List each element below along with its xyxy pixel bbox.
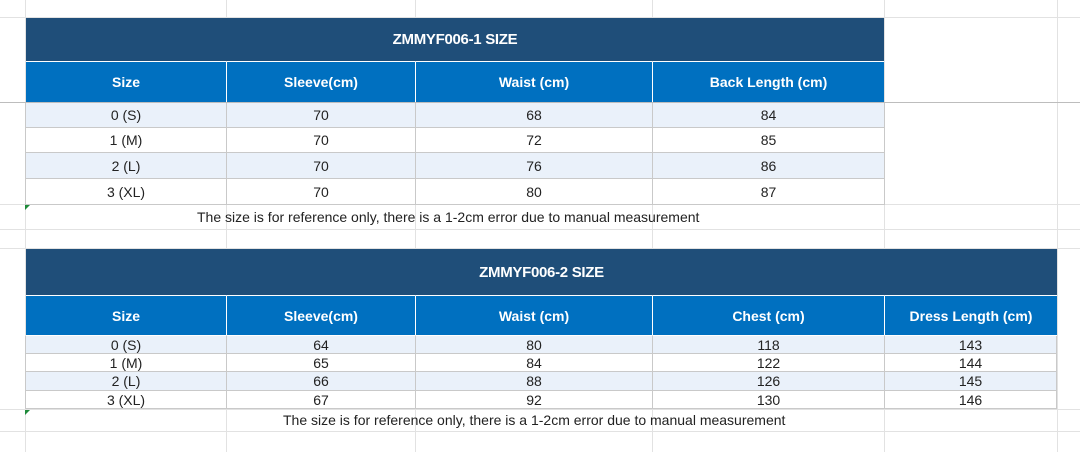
table-cell: 65 <box>227 354 416 372</box>
table-2-header-dress-length: Dress Length (cm) <box>885 296 1057 335</box>
table-2-header-chest: Chest (cm) <box>653 296 885 335</box>
table-cell: 84 <box>416 354 653 372</box>
table-cell: 145 <box>885 372 1057 391</box>
table-cell: 72 <box>416 128 653 153</box>
table-cell: 64 <box>227 336 416 354</box>
table-2-title: ZMMYF006-2 SIZE <box>26 249 1057 295</box>
table-2-header-size: Size <box>26 296 227 335</box>
table-1-title: ZMMYF006-1 SIZE <box>26 18 884 61</box>
table-cell: 146 <box>885 391 1057 409</box>
table-cell: 126 <box>653 372 885 391</box>
table-cell: 67 <box>227 391 416 409</box>
table-cell: 80 <box>416 336 653 354</box>
table-row: 3 (XL) <box>25 179 227 205</box>
table-cell: 85 <box>653 128 885 153</box>
table-2-header-waist: Waist (cm) <box>416 296 653 335</box>
cell-comment-marker-icon <box>25 205 30 210</box>
table-cell: 84 <box>653 103 885 128</box>
table-cell: 88 <box>416 372 653 391</box>
table-row: 0 (S) <box>25 336 227 354</box>
table-cell: 130 <box>653 391 885 409</box>
table-row: 1 (M) <box>25 354 227 372</box>
table-row: 1 (M) <box>25 128 227 153</box>
table-cell: 144 <box>885 354 1057 372</box>
table-row: 3 (XL) <box>25 391 227 409</box>
table-cell: 76 <box>416 153 653 179</box>
table-cell: 70 <box>227 179 416 205</box>
table-2-note: The size is for reference only, there is a 1-2cm error due to manual measurement <box>283 412 786 428</box>
table-1-note: The size is for reference only, there is a 1-2cm error due to manual measurement <box>197 209 700 225</box>
table-cell: 122 <box>653 354 885 372</box>
table-cell: 86 <box>653 153 885 179</box>
table-1-header-size: Size <box>26 62 227 102</box>
table-cell: 143 <box>885 336 1057 354</box>
table-1-header-waist: Waist (cm) <box>416 62 653 102</box>
table-cell: 118 <box>653 336 885 354</box>
cell-comment-marker-icon <box>25 410 30 415</box>
table-1-header-sleeve: Sleeve(cm) <box>227 62 416 102</box>
table-cell: 87 <box>653 179 885 205</box>
table-cell: 66 <box>227 372 416 391</box>
table-cell: 70 <box>227 103 416 128</box>
table-cell: 70 <box>227 153 416 179</box>
table-cell: 70 <box>227 128 416 153</box>
table-cell: 92 <box>416 391 653 409</box>
table-row: 0 (S) <box>25 103 227 128</box>
table-row: 2 (L) <box>25 153 227 179</box>
table-2-header-sleeve: Sleeve(cm) <box>227 296 416 335</box>
table-cell: 68 <box>416 103 653 128</box>
table-1-header-back-length: Back Length (cm) <box>653 62 884 102</box>
table-cell: 80 <box>416 179 653 205</box>
table-row: 2 (L) <box>25 372 227 391</box>
